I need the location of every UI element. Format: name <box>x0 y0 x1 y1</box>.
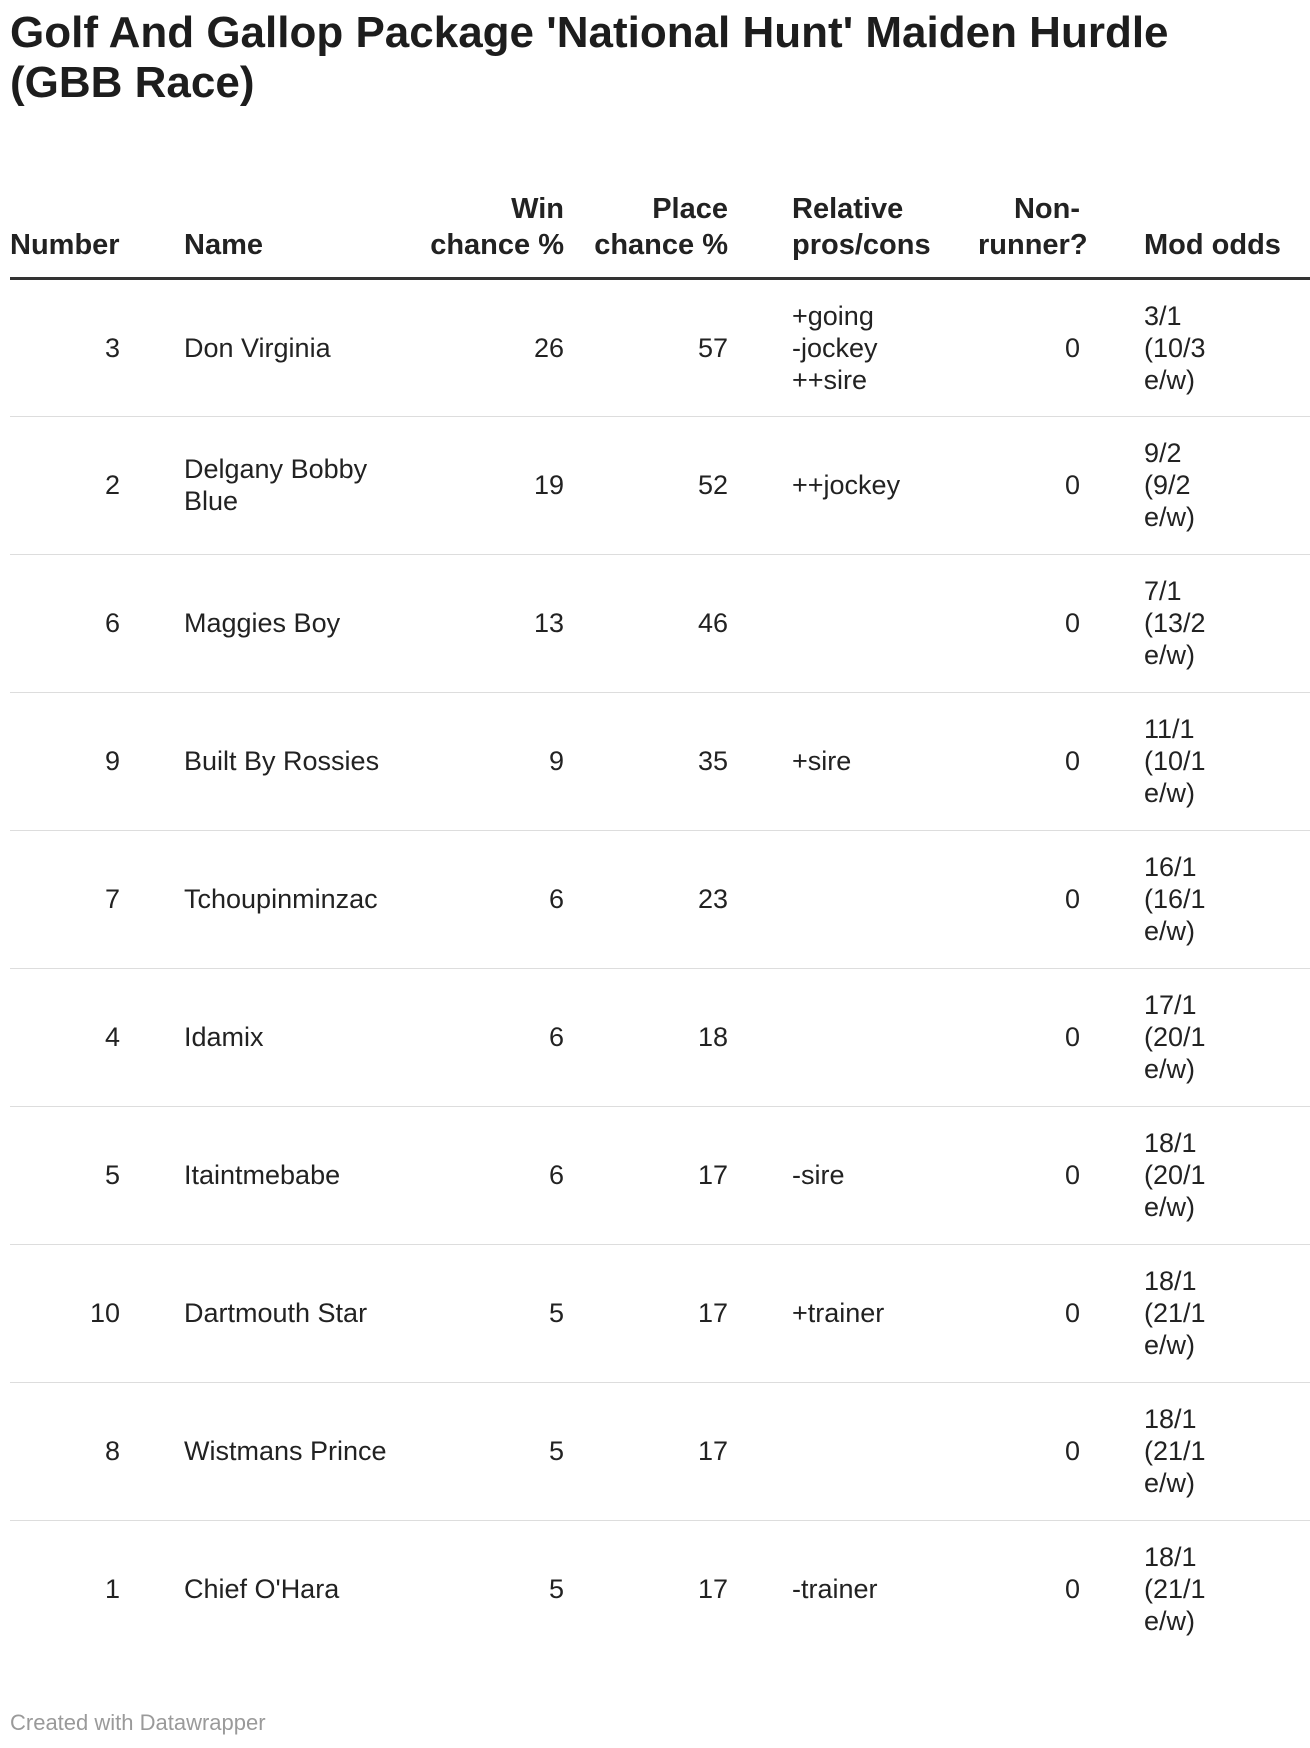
cell-non-runner: 0 <box>978 830 1080 968</box>
cell-mod-odds: 7/1 (13/2 e/w) <box>1144 554 1310 692</box>
cell-relative-pros-cons: ++jockey <box>792 416 978 554</box>
cell-name: Wistmans Prince <box>184 1382 406 1520</box>
cell-name: Dartmouth Star <box>184 1244 406 1382</box>
cell-win-chance: 26 <box>406 278 564 416</box>
table-row <box>10 278 1310 416</box>
cell-gap <box>728 1244 792 1382</box>
cell-gap <box>728 554 792 692</box>
cell-non-runner: 0 <box>978 416 1080 554</box>
cell-relative-pros-cons: +sire <box>792 692 978 830</box>
cell-win-chance: 6 <box>406 1106 564 1244</box>
race-table <box>10 150 1310 1658</box>
cell-gap <box>120 278 184 416</box>
cell-gap <box>120 830 184 968</box>
cell-non-runner: 0 <box>978 692 1080 830</box>
cell-place-chance: 17 <box>697 1574 728 1605</box>
cell-relative-pros-cons <box>792 968 978 1106</box>
table-row <box>10 416 1310 554</box>
cell-name: Chief O'Hara <box>184 1574 340 1605</box>
cell-mod-odds: 17/1 (20/1 e/w) <box>1144 968 1310 1106</box>
cell-win-chance: 19 <box>406 416 564 554</box>
cell-mod-odds: 11/1 (10/1 e/w) <box>1144 692 1310 830</box>
cell-gap <box>1080 968 1144 1106</box>
cell-gap <box>728 1520 792 1658</box>
cell-gap <box>1080 692 1144 830</box>
cell-win-chance: 5 <box>406 1382 564 1520</box>
header-win-chance[interactable]: Win chance % <box>406 150 564 278</box>
header-mod-odds[interactable]: Mod odds <box>1144 150 1310 278</box>
cell-number: 6 <box>10 554 120 692</box>
cell-name: Idamix <box>184 968 406 1106</box>
cell-non-runner: 0 <box>978 1106 1080 1244</box>
cell-mod-odds: 16/1 (16/1 e/w) <box>1144 830 1310 968</box>
cell-name: Don Virginia <box>184 278 406 416</box>
cell-win-chance: 13 <box>406 554 564 692</box>
cell-relative-pros-cons <box>792 830 978 968</box>
cell-gap <box>120 1520 184 1658</box>
cell-win-chance: 5 <box>548 1574 564 1605</box>
cell-gap <box>728 1382 792 1520</box>
cell-name: Tchoupinminzac <box>184 830 406 968</box>
cell-non-runner: 0 <box>978 278 1080 416</box>
cell-place-chance: 17 <box>564 1244 728 1382</box>
header-non-runner[interactable]: Non-runner? <box>978 150 1080 278</box>
cell-non-runner: 0 <box>978 554 1080 692</box>
cell-mod-odds: 9/2 (9/2 e/w) <box>1144 416 1310 554</box>
cell-gap <box>1080 278 1144 416</box>
cell-number: 2 <box>10 416 120 554</box>
cell-gap <box>728 416 792 554</box>
header-relative-pros-cons[interactable]: Relative pros/cons <box>792 150 978 278</box>
cell-gap <box>1080 1244 1144 1382</box>
cell-win-chance: 6 <box>406 830 564 968</box>
table-row <box>10 1520 1310 1658</box>
cell-gap <box>120 416 184 554</box>
cell-relative-pros-cons <box>792 554 978 692</box>
table-row <box>10 554 1310 692</box>
cell-gap <box>1080 1520 1144 1658</box>
cell-name: Maggies Boy <box>184 554 406 692</box>
table-viewport[interactable] <box>10 150 1281 1660</box>
cell-gap <box>120 1244 184 1382</box>
cell-place-chance: 17 <box>564 1106 728 1244</box>
cell-name: Built By Rossies <box>184 692 406 830</box>
cell-place-chance: 46 <box>564 554 728 692</box>
cell-non-runner: 0 <box>978 1382 1080 1520</box>
cell-relative-pros-cons <box>792 1382 978 1520</box>
cell-place-chance: 18 <box>564 968 728 1106</box>
chart-title: Golf And Gallop Package 'National Hunt' Maiden Hurdle (GBB Race) <box>10 8 1169 107</box>
cell-non-runner: 0 <box>1064 1574 1080 1605</box>
cell-number: 3 <box>10 278 120 416</box>
header-name[interactable]: Name <box>184 150 406 278</box>
cell-gap <box>728 692 792 830</box>
table-row <box>10 830 1310 968</box>
cell-relative-pros-cons: -trainer <box>792 1574 878 1605</box>
cell-non-runner: 0 <box>978 1244 1080 1382</box>
cell-win-chance: 6 <box>406 968 564 1106</box>
header-place-chance[interactable]: Place chance % <box>564 150 728 278</box>
cell-gap <box>120 1106 184 1244</box>
cell-name: Itaintmebabe <box>184 1106 406 1244</box>
cell-number: 1 <box>104 1574 120 1605</box>
cell-number: 5 <box>10 1106 120 1244</box>
cell-mod-odds: 18/1 (21/1 e/w) <box>1144 1382 1310 1520</box>
cell-gap <box>728 278 792 416</box>
cell-gap <box>120 1382 184 1520</box>
cell-number: 4 <box>10 968 120 1106</box>
cell-number: 8 <box>10 1382 120 1520</box>
cell-win-chance: 9 <box>406 692 564 830</box>
table-row <box>10 692 1310 830</box>
table-row <box>10 968 1310 1106</box>
cell-gap <box>120 554 184 692</box>
cell-place-chance: 23 <box>564 830 728 968</box>
cell-place-chance: 17 <box>564 1382 728 1520</box>
cell-gap <box>1080 830 1144 968</box>
cell-non-runner: 0 <box>978 968 1080 1106</box>
header-gap <box>1080 150 1144 278</box>
cell-gap <box>1080 554 1144 692</box>
cell-mod-odds: 3/1 (10/3 e/w) <box>1144 278 1310 416</box>
cell-relative-pros-cons: +trainer <box>792 1244 978 1382</box>
cell-number: 7 <box>10 830 120 968</box>
cell-relative-pros-cons: +going -jockey ++sire <box>792 278 978 416</box>
cell-gap <box>728 830 792 968</box>
table-row <box>10 1382 1310 1520</box>
cell-number: 9 <box>10 692 120 830</box>
cell-gap <box>728 968 792 1106</box>
cell-mod-odds: 18/1 (20/1 e/w) <box>1144 1106 1310 1244</box>
cell-win-chance: 5 <box>406 1244 564 1382</box>
cell-place-chance: 35 <box>564 692 728 830</box>
cell-gap <box>120 692 184 830</box>
cell-gap <box>1080 416 1144 554</box>
cell-mod-odds: 18/1 (21/1 e/w) <box>1144 1244 1310 1382</box>
cell-number: 10 <box>10 1244 120 1382</box>
table-body <box>10 278 1310 1658</box>
cell-gap <box>120 968 184 1106</box>
cell-relative-pros-cons: -sire <box>792 1106 978 1244</box>
cell-place-chance: 52 <box>564 416 728 554</box>
header-row <box>10 150 1310 278</box>
header-number[interactable]: Number <box>10 150 120 278</box>
table-row <box>10 1106 1310 1244</box>
header-gap <box>728 150 792 278</box>
cell-mod-odds: 18/1 (21/1 e/w) <box>1144 1542 1206 1637</box>
cell-name: Delgany Bobby Blue <box>184 416 406 554</box>
header-gap <box>120 150 184 278</box>
table-row <box>10 1244 1310 1382</box>
cell-gap <box>1080 1106 1144 1244</box>
cell-gap <box>1080 1382 1144 1520</box>
cell-gap <box>728 1106 792 1244</box>
cell-place-chance: 57 <box>564 278 728 416</box>
footer-credit: Created with Datawrapper <box>10 1710 266 1735</box>
